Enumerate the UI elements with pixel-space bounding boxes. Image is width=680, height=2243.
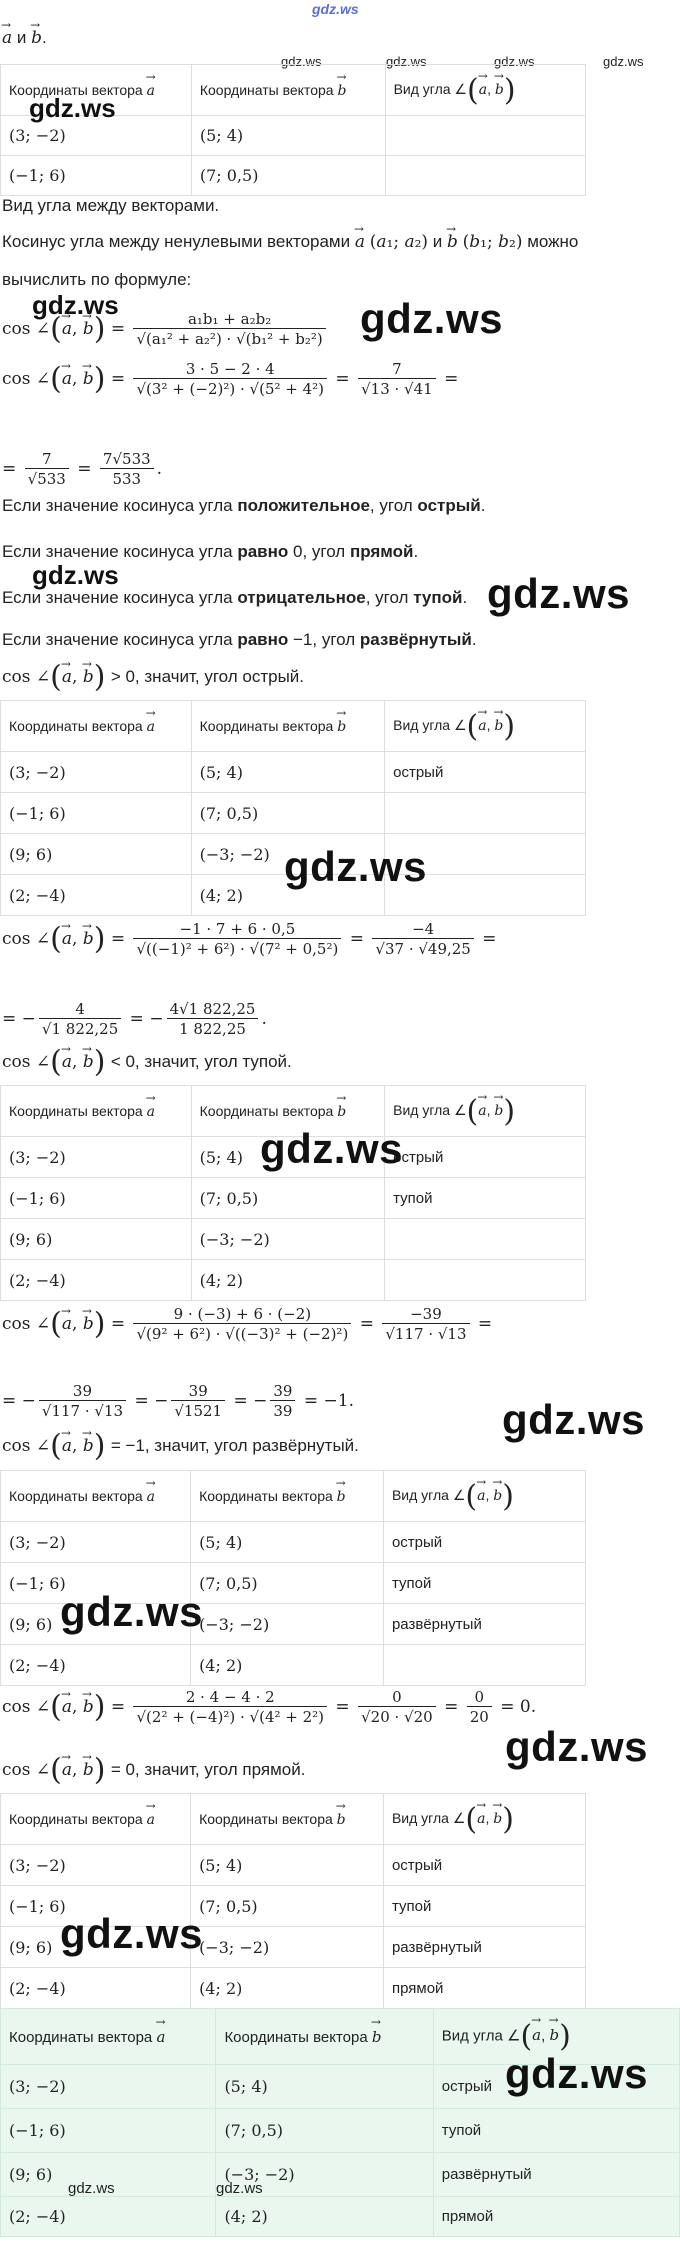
header-kind: Вид угла ∠(→ a, → b) bbox=[433, 2009, 679, 2065]
formula-calc-3: cos ∠(→ a, → b) = $\frac{9 \cdot (-3) + 6 \cdot (-2)}{\text{√(9² + 6²) · √((−3)² + (−2)²)}}$ = $\frac{-39}{√117 \cdot √13}$ = bbox=[2, 1305, 492, 1344]
header-b: Координаты вектора → b bbox=[191, 701, 385, 752]
formula-calc-1: cos ∠(→ a, → b) = $\frac{3 \cdot 5 - 2 \cdot 4}{\text{√(3² + (−2)²) · √(5² + 4²)}}$ = $\frac{7}{√13 \cdot √41}$ = bbox=[2, 360, 458, 399]
watermark: gdz.ws bbox=[216, 2180, 263, 2197]
header-a: Координаты вектора → a bbox=[1, 65, 192, 116]
cell bbox=[385, 793, 586, 834]
watermark: gdz.ws bbox=[29, 93, 116, 123]
cell: тупой bbox=[383, 1563, 585, 1604]
cell: (3; −2) bbox=[1, 1522, 191, 1563]
table-4 bbox=[0, 1470, 586, 1686]
formula-calc-1b: = $\frac{7}{√533}$ = $\frac{7√533}{533}$ . bbox=[2, 450, 163, 488]
header-kind: Вид угла ∠(→ a, → b) bbox=[383, 1471, 585, 1522]
cos-formula-intro: Косинус угла между ненулевыми векторами → a (a₁; a₂) и → b (b₁; b₂) можно bbox=[2, 232, 578, 252]
cell: (7; 0,5) bbox=[191, 156, 385, 196]
header-line: → a и → b. bbox=[2, 28, 47, 48]
rule-1: Если значение косинуса угла положительное, угол острый. bbox=[2, 496, 486, 515]
cell: (−3; −2) bbox=[191, 1927, 384, 1968]
header-a: Координаты вектора → a bbox=[1, 701, 192, 752]
cell: развёрнутый bbox=[383, 1927, 585, 1968]
cell: (−1; 6) bbox=[1, 793, 192, 834]
header-kind: Вид угла ∠(→ a, → b) bbox=[385, 701, 586, 752]
cell bbox=[385, 116, 585, 156]
header-a: Координаты вектора → a bbox=[1, 1086, 192, 1137]
cell: (7; 0,5) bbox=[191, 1178, 385, 1219]
cell: (−1; 6) bbox=[1, 156, 192, 196]
watermark: gdz.ws bbox=[60, 1588, 204, 1635]
cell: острый bbox=[385, 1137, 586, 1178]
cell: прямой bbox=[383, 1968, 585, 2009]
cell: (4; 2) bbox=[191, 1260, 385, 1301]
cell: (2; −4) bbox=[1, 1968, 191, 2009]
cell bbox=[385, 156, 585, 196]
header-a: Координаты вектора → a bbox=[1, 2009, 216, 2065]
cell: (5; 4) bbox=[191, 1845, 384, 1886]
formula-calc-2: cos ∠(→ a, → b) = $\frac{-1 \cdot 7 + 6 \cdot 0,5}{\text{√((−1)² + 6²) · √(7² + 0,5²)}}$ = $\frac{-4}{√37 \cdot √49,25}$ = bbox=[2, 920, 497, 959]
cell: (9; 6) bbox=[1, 834, 192, 875]
cell: (9; 6) bbox=[1, 1927, 191, 1968]
header-kind: Вид угла ∠(→ a, → b) bbox=[385, 1086, 586, 1137]
cell: тупой bbox=[385, 1178, 586, 1219]
cell: (−3; −2) bbox=[191, 834, 385, 875]
cell: острый bbox=[383, 1522, 585, 1563]
watermark: gdz.ws bbox=[505, 1723, 649, 1770]
cell: (9; 6) bbox=[1, 1219, 192, 1260]
cell: (−1; 6) bbox=[1, 2109, 216, 2153]
watermark: gdz.ws bbox=[281, 54, 322, 69]
watermark: gdz.ws bbox=[68, 2180, 115, 2197]
header-b: Координаты вектора → b bbox=[191, 1794, 384, 1845]
cell: (5; 4) bbox=[216, 2065, 433, 2109]
cell: (4; 2) bbox=[191, 1645, 384, 1686]
cell: (3; −2) bbox=[1, 1137, 192, 1178]
cell: тупой bbox=[433, 2109, 679, 2153]
cell: развёрнутый bbox=[383, 1604, 585, 1645]
watermark: gdz.ws bbox=[32, 290, 119, 320]
header-a: Координаты вектора → a bbox=[1, 1471, 191, 1522]
conclusion-1: cos ∠(→ a, → b) > 0, значит, угол острый. bbox=[2, 667, 304, 688]
rule-3: Если значение косинуса угла отрицательное, угол тупой. bbox=[2, 588, 468, 607]
cell: (−1; 6) bbox=[1, 1886, 191, 1927]
cell: (5; 4) bbox=[191, 1137, 385, 1178]
cell: (3; −2) bbox=[1, 116, 192, 156]
cell bbox=[385, 1219, 586, 1260]
table-3 bbox=[0, 1085, 586, 1301]
rule-4: Если значение косинуса угла равно −1, угол развёрнутый. bbox=[2, 630, 477, 649]
conclusion-4: cos ∠(→ a, → b) = 0, значит, угол прямой. bbox=[2, 1760, 305, 1781]
cell: (−3; −2) bbox=[191, 1604, 384, 1645]
intro-sentence: Вид угла между векторами. bbox=[2, 196, 220, 215]
cell: (9; 6) bbox=[1, 2153, 216, 2197]
cell: прямой bbox=[433, 2197, 679, 2237]
header-b: Координаты вектора → b bbox=[191, 1086, 385, 1137]
cell: (2; −4) bbox=[1, 2197, 216, 2237]
cell: (4; 2) bbox=[191, 875, 385, 916]
cell: (2; −4) bbox=[1, 1645, 191, 1686]
table-5 bbox=[0, 1793, 586, 2009]
watermark: gdz.ws bbox=[603, 54, 644, 69]
cell: (3; −2) bbox=[1, 752, 192, 793]
cell: тупой bbox=[383, 1886, 585, 1927]
header-b: Координаты вектора → b bbox=[191, 1471, 384, 1522]
cell: (5; 4) bbox=[191, 116, 385, 156]
cell: острый bbox=[433, 2065, 679, 2109]
header-kind: Вид угла ∠(→ a, → b) bbox=[383, 1794, 585, 1845]
cell: (2; −4) bbox=[1, 875, 192, 916]
cell: острый bbox=[385, 752, 586, 793]
cell: (3; −2) bbox=[1, 1845, 191, 1886]
cell: (7; 0,5) bbox=[191, 793, 385, 834]
watermark: gdz.ws bbox=[60, 1910, 204, 1957]
formula-general: cos ∠(→ a, → b) = $\frac{\text{a₁b₁ + a₂b₂}}{\text{√(a₁² + a₂²) · √(b₁² + b₂²)}}$ bbox=[2, 310, 329, 349]
rule-2: Если значение косинуса угла равно 0, угол прямой. bbox=[2, 542, 419, 561]
formula-calc-3b: = − $\frac{39}{√117 \cdot √13}$ = − $\frac{39}{√1521}$ = − $\frac{39}{39}$ = −1. bbox=[2, 1382, 354, 1420]
formula-calc-2b: = − $\frac{4}{√1 822,25}$ = − $\frac{4√1 822,25}{1 822,25}$ . bbox=[2, 1000, 267, 1038]
formula-calc-4: cos ∠(→ a, → b) = $\frac{2 \cdot 4 - 4 \cdot 2}{\text{√(2² + (−4)²) · √(4² + 2²)}}$ = $\frac{0}{√20 \cdot √20}$ = $\frac{0}{20}$ = 0. bbox=[2, 1688, 536, 1727]
table-final bbox=[0, 2008, 680, 2237]
watermark: gdz.ws bbox=[284, 843, 428, 890]
vector-a: → a bbox=[2, 28, 12, 48]
cell: (5; 4) bbox=[191, 1522, 384, 1563]
cell: (2; −4) bbox=[1, 1260, 192, 1301]
table-1 bbox=[0, 64, 586, 196]
watermark: gdz.ws bbox=[487, 570, 631, 617]
cell: (−3; −2) bbox=[191, 1219, 385, 1260]
cell: (−1; 6) bbox=[1, 1563, 191, 1604]
watermark: gdz.ws bbox=[260, 1125, 404, 1172]
cell bbox=[385, 1260, 586, 1301]
cell: (9; 6) bbox=[1, 1604, 191, 1645]
watermark: gdz.ws bbox=[360, 295, 504, 342]
cell: (7; 0,5) bbox=[216, 2109, 433, 2153]
header-kind: Вид угла ∠(→ a, → b) bbox=[385, 65, 585, 116]
cell: (5; 4) bbox=[191, 752, 385, 793]
header-b: Координаты вектора → b bbox=[191, 65, 385, 116]
cell: (−3; −2) bbox=[216, 2153, 433, 2197]
watermark: gdz.ws bbox=[494, 54, 535, 69]
watermark: gdz.ws bbox=[505, 2050, 649, 2097]
watermark: gdz.ws bbox=[32, 560, 119, 590]
cell bbox=[383, 1645, 585, 1686]
site-logo[interactable]: gdz.ws bbox=[312, 1, 359, 17]
watermark: gdz.ws bbox=[386, 54, 427, 69]
cos-formula-intro3: вычислить по формуле: bbox=[2, 270, 192, 289]
vector-b: → b bbox=[31, 28, 42, 48]
cell: (4; 2) bbox=[216, 2197, 433, 2237]
cell: (7; 0,5) bbox=[191, 1563, 384, 1604]
cell: развёрнутый bbox=[433, 2153, 679, 2197]
watermark: gdz.ws bbox=[502, 1396, 646, 1443]
cell: (−1; 6) bbox=[1, 1178, 192, 1219]
conclusion-3: cos ∠(→ a, → b) = −1, значит, угол развёрнутый. bbox=[2, 1436, 359, 1457]
cell: (4; 2) bbox=[191, 1968, 384, 2009]
cell: острый bbox=[383, 1845, 585, 1886]
header-a: Координаты вектора → a bbox=[1, 1794, 191, 1845]
cell: (7; 0,5) bbox=[191, 1886, 384, 1927]
cell: (3; −2) bbox=[1, 2065, 216, 2109]
conclusion-2: cos ∠(→ a, → b) < 0, значит, угол тупой. bbox=[2, 1052, 292, 1073]
header-b: Координаты вектора → b bbox=[216, 2009, 433, 2065]
